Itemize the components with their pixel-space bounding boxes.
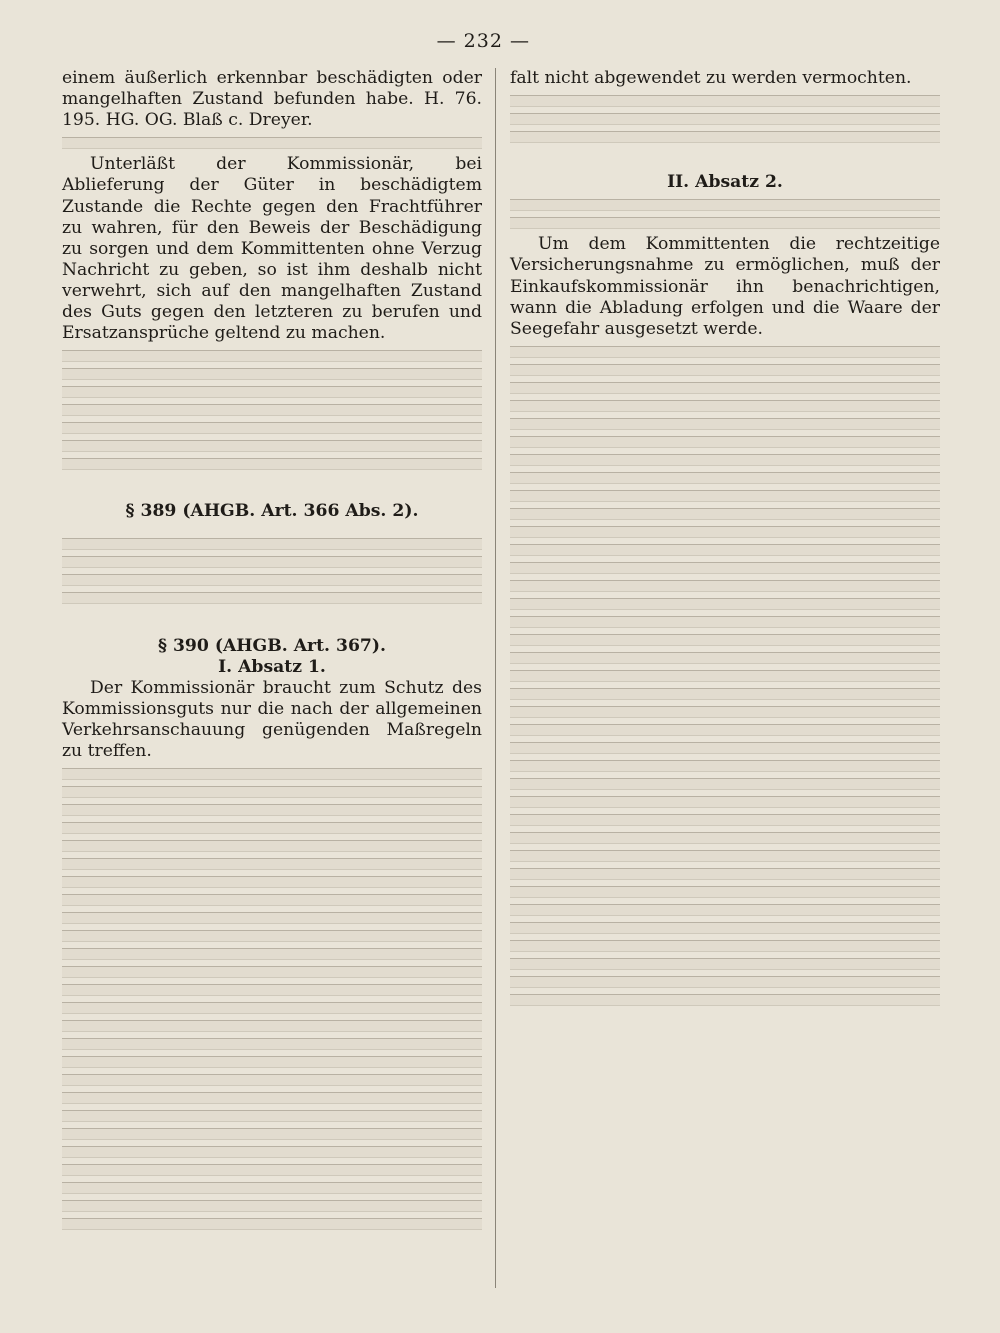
- paragraph: Um dem Kommittenten die rechtzeitige Versicherungsnahme zu ermöglichen, muß der Einkaufskommissionär ihn benachrichtigen, wann die Abladung erfolgen und die Waare der Seegefahr ausgesetzt werde.: [510, 234, 940, 339]
- paragraph: Unterläßt der Kommissionär, bei Ablieferung der Güter in beschädigtem Zustande die Rechte gegen den Frachtführer zu wahren, für den Beweis der Beschädigung zu sorgen und dem Kommittenten ohne Verzug Nachricht zu geben, so ist ihm deshalb nicht verwehrt, sich auf den mangelhaften Zustand des Guts gegen den letzteren zu berufen und Ersatzansprüche geltend zu machen.: [62, 154, 482, 344]
- paragraph: Der Kommissionär braucht zum Schutz des Kommissionsguts nur die nach der allgemeinen Verkehrsanschauung genügenden Maßregeln zu treffen.: [62, 677, 482, 761]
- section-heading: § 389 (AHGB. Art. 366 Abs. 2).: [125, 501, 419, 522]
- section-subheading: I. Absatz 1.: [218, 656, 326, 677]
- paragraph: falt nicht abgewendet zu werden vermochten.: [510, 68, 912, 88]
- paragraph: einem äußerlich erkennbar beschädigten oder mangelhaften Zustand befunden habe. H. 76. 195. HG. OG. Blaß c. Dreyer.: [62, 68, 482, 131]
- page-number: — 232 —: [436, 30, 530, 52]
- column-divider: [495, 68, 496, 1288]
- right-column: [510, 68, 940, 1011]
- section-heading: II. Absatz 2.: [667, 172, 783, 193]
- section-heading: § 390 (AHGB. Art. 367).: [157, 635, 386, 656]
- left-column: [62, 68, 482, 1235]
